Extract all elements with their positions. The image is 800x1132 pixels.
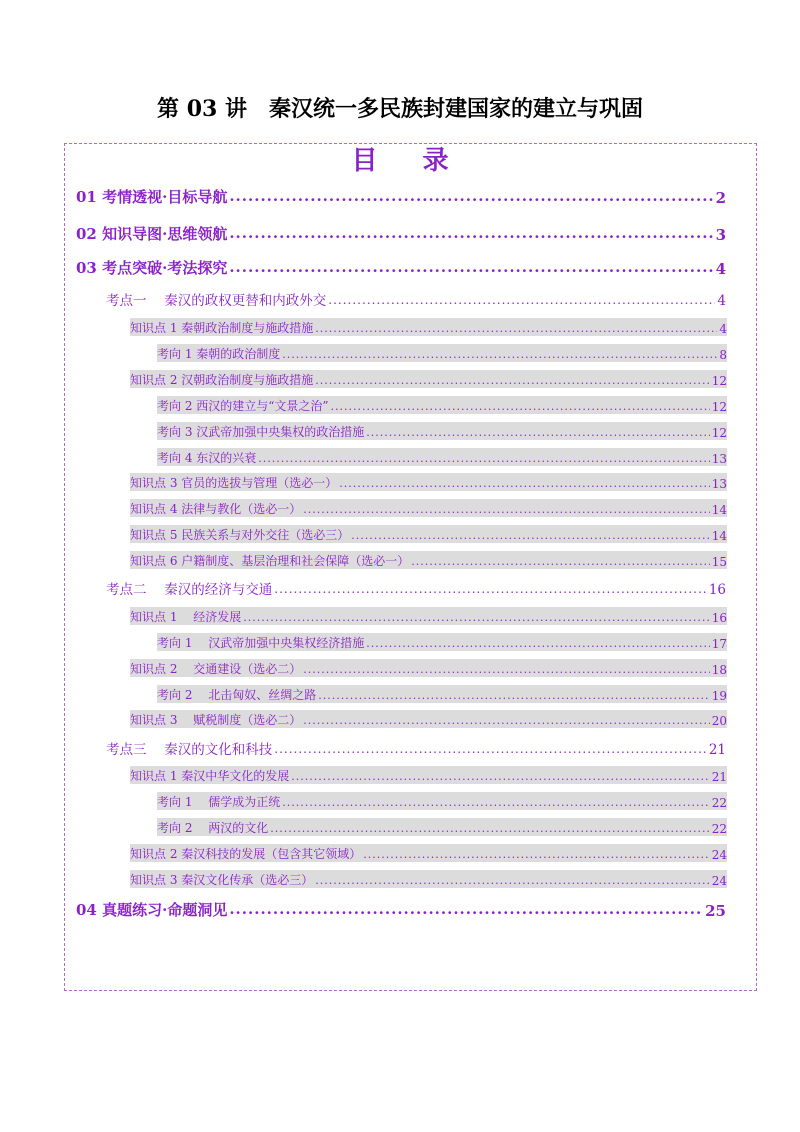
toc-entry-label: 知识点 2 秦汉科技的发展（包含其它领域） — [130, 847, 362, 861]
toc-leader — [274, 583, 707, 595]
toc-leader — [366, 427, 709, 438]
page-title: 第 03 讲 秦汉统一多民族封建国家的建立与巩固 — [157, 96, 643, 122]
toc-entry-label: 知识点 1 经济发展 — [130, 610, 242, 624]
toc-entry-page: 3 — [715, 226, 726, 244]
toc-leader — [303, 664, 709, 675]
toc-entry-page: 20 — [711, 714, 727, 728]
toc-entry-page: 16 — [711, 611, 727, 625]
toc-entry-page: 12 — [711, 374, 727, 388]
toc-entry-page: 4 — [717, 293, 726, 309]
toc-leader — [270, 823, 709, 834]
toc-entry-page: 24 — [711, 848, 727, 862]
toc-entry-03[interactable] — [76, 256, 726, 278]
toc-entry-zhishidian[interactable] — [130, 659, 727, 677]
toc-entry-zhishidian[interactable] — [130, 766, 727, 784]
toc-leader — [315, 875, 709, 886]
toc-entry-page: 17 — [711, 637, 727, 651]
toc-entry-01[interactable] — [76, 185, 726, 207]
toc-entry-label: 知识点 6 户籍制度、基层治理和社会保障（选必一） — [130, 554, 410, 568]
toc-leader — [351, 530, 709, 541]
toc-entry-label: 03 考点突破·考法探究 — [76, 259, 228, 277]
toc-entry-zhishidian[interactable] — [130, 844, 727, 862]
toc-entry-label: 知识点 5 民族关系与对外交往（选必三） — [130, 528, 350, 542]
toc-entry-page: 8 — [719, 348, 727, 362]
toc-leader — [229, 226, 713, 241]
toc-entry-kaoxiang[interactable] — [157, 448, 727, 466]
toc-entry-zhishidian[interactable] — [130, 551, 727, 569]
toc-entry-label: 考向 1 秦朝的政治制度 — [157, 347, 281, 361]
toc-entry-label: 知识点 2 交通建设（选必二） — [130, 662, 302, 676]
toc-entry-kaodian-2[interactable] — [106, 578, 726, 598]
toc-entry-page: 13 — [711, 452, 727, 466]
toc-entry-label: 02 知识导图·思维领航 — [76, 225, 228, 243]
toc-entry-kaodian-1[interactable] — [106, 289, 726, 309]
toc-entry-page: 13 — [711, 477, 727, 491]
toc-entry-page: 15 — [711, 555, 727, 569]
toc-entry-label: 01 考情透视·目标导航 — [76, 188, 228, 206]
toc-entry-zhishidian[interactable] — [130, 525, 727, 543]
toc-leader — [315, 375, 709, 386]
toc-entry-label: 考向 4 东汉的兴衰 — [157, 451, 257, 465]
toc-entry-zhishidian[interactable] — [130, 370, 727, 388]
toc-entry-page: 4 — [715, 260, 726, 278]
toc-entry-label: 考向 1 汉武帝加强中央集权经济措施 — [157, 636, 365, 650]
toc-entry-kaoxiang[interactable] — [157, 818, 727, 836]
toc-entry-label: 知识点 3 赋税制度（选必二） — [130, 713, 302, 727]
toc-leader — [411, 556, 709, 567]
toc-entry-page: 16 — [708, 582, 726, 598]
toc-entry-page: 24 — [711, 874, 727, 888]
toc-entry-label: 知识点 2 汉朝政治制度与施政措施 — [130, 373, 314, 387]
toc-leader — [315, 323, 717, 334]
toc-entry-label: 考向 2 两汉的文化 — [157, 821, 269, 835]
toc-entry-page: 22 — [711, 822, 727, 836]
toc-entry-page: 18 — [711, 663, 727, 677]
toc-entry-label: 考向 2 西汉的建立与“文景之治” — [157, 399, 329, 413]
toc-entry-label: 知识点 1 秦朝政治制度与施政措施 — [130, 321, 314, 335]
toc-entry-02[interactable] — [76, 222, 726, 244]
toc-leader — [282, 349, 717, 360]
toc-leader — [331, 401, 710, 412]
toc-entry-page: 25 — [705, 902, 726, 920]
toc-entry-kaoxiang[interactable] — [157, 396, 727, 414]
toc-entry-label: 考点三 秦汉的文化和科技 — [106, 742, 273, 758]
toc-entry-zhishidian[interactable] — [130, 607, 727, 625]
toc-leader — [274, 743, 707, 755]
toc-entry-page: 21 — [711, 770, 727, 784]
toc-entry-page: 14 — [711, 529, 727, 543]
toc-entry-label: 考向 2 北击匈奴、丝绸之路 — [157, 688, 317, 702]
toc-leader — [366, 638, 709, 649]
toc-entry-page: 12 — [711, 426, 727, 440]
toc-leader — [328, 294, 715, 306]
toc-entry-label: 考向 1 儒学成为正统 — [157, 795, 281, 809]
toc-entry-label: 知识点 1 秦汉中华文化的发展 — [130, 769, 290, 783]
toc-leader — [229, 189, 713, 204]
toc-leader — [303, 715, 709, 726]
toc-entry-page: 21 — [708, 742, 726, 758]
toc-entry-zhishidian[interactable] — [130, 870, 727, 888]
toc-entry-kaodian-3[interactable] — [106, 738, 726, 758]
toc-entry-kaoxiang[interactable] — [157, 792, 727, 810]
toc-entry-page: 12 — [711, 400, 727, 414]
toc-entry-kaoxiang[interactable] — [157, 422, 727, 440]
toc-entry-label: 知识点 4 法律与教化（选必一） — [130, 502, 302, 516]
toc-heading: 目 录 — [351, 146, 467, 176]
toc-entry-zhishidian[interactable] — [130, 473, 727, 491]
toc-entry-kaoxiang[interactable] — [157, 344, 727, 362]
toc-entry-label: 考点一 秦汉的政权更替和内政外交 — [106, 293, 327, 309]
toc-entry-label: 考向 3 汉武帝加强中央集权的政治措施 — [157, 425, 365, 439]
toc-leader — [282, 797, 709, 808]
toc-entry-zhishidian[interactable] — [130, 318, 727, 336]
toc-entry-label: 知识点 3 官员的选拔与管理（选必一） — [130, 476, 338, 490]
toc-entry-page: 22 — [711, 796, 727, 810]
toc-entry-04[interactable] — [76, 898, 726, 920]
toc-leader — [243, 612, 709, 623]
toc-entry-label: 考点二 秦汉的经济与交通 — [106, 582, 273, 598]
toc-entry-kaoxiang[interactable] — [157, 685, 727, 703]
toc-entry-kaoxiang[interactable] — [157, 633, 727, 651]
toc-entry-label: 04 真题练习·命题洞见 — [76, 901, 228, 919]
toc-entry-label: 知识点 3 秦汉文化传承（选必三） — [130, 873, 314, 887]
toc-leader — [291, 771, 709, 782]
toc-leader — [258, 453, 709, 464]
toc-entry-zhishidian[interactable] — [130, 499, 727, 517]
toc-entry-page: 14 — [711, 503, 727, 517]
toc-leader — [229, 902, 703, 917]
toc-leader — [339, 478, 709, 489]
toc-entry-zhishidian[interactable] — [130, 710, 727, 728]
toc-leader — [318, 690, 709, 701]
toc-leader — [303, 504, 709, 515]
toc-leader — [229, 260, 713, 275]
toc-entry-page: 2 — [715, 189, 726, 207]
toc-leader — [363, 849, 709, 860]
toc-entry-page: 4 — [719, 322, 727, 336]
toc-entry-page: 19 — [711, 689, 727, 703]
